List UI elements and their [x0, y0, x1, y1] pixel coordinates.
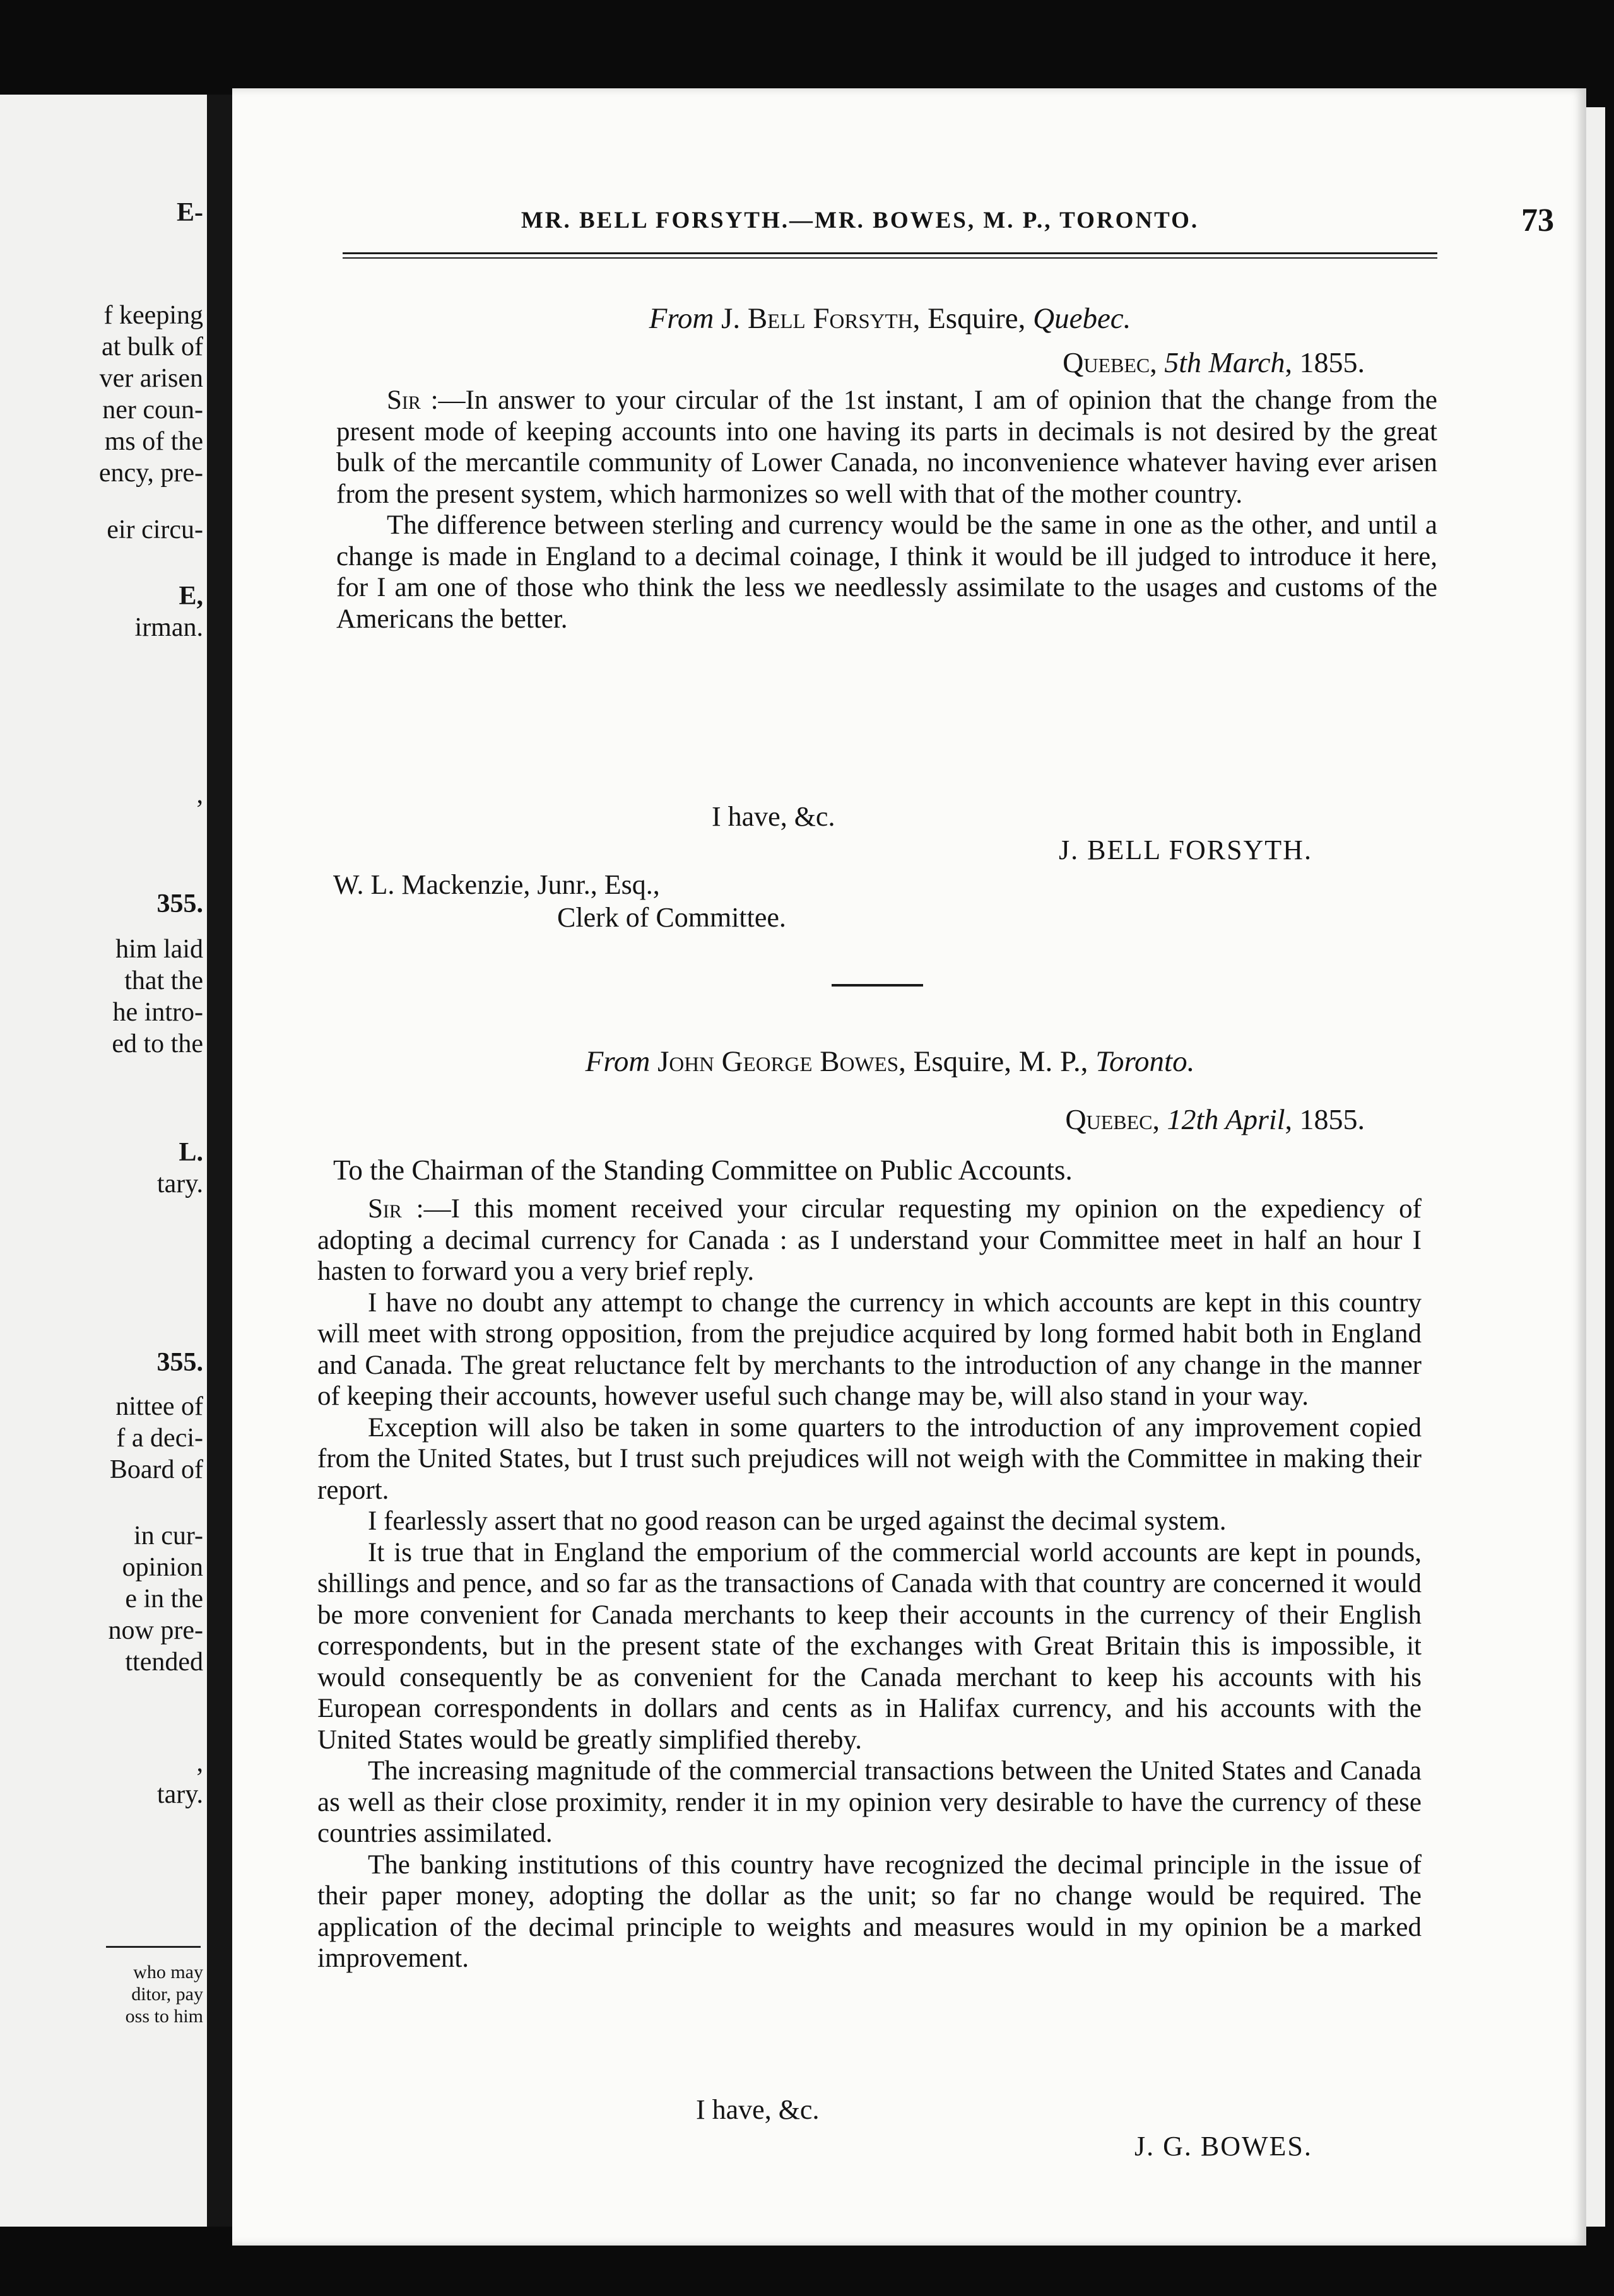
- facing-text: he intro-: [112, 998, 203, 1027]
- letter2-address: To the Chairman of the Standing Committee on Public Accounts.: [333, 1154, 1073, 1186]
- letter1-heading: From J. Bell Forsyth, Esquire, Quebec.: [649, 302, 1131, 335]
- facing-text: ttended: [125, 1648, 203, 1677]
- facing-footnote: oss to him: [125, 2006, 203, 2027]
- facing-text: at bulk of: [102, 332, 203, 361]
- facing-text: now pre-: [108, 1616, 203, 1645]
- facing-text: ms of the: [104, 427, 203, 456]
- running-head: [355, 202, 1554, 245]
- letter2-paragraph: Exception will also be taken in some quarters to the introduction of any improvement copied from the United States, but I trust such prejudices will not weigh with the Committee in making their report.: [317, 1412, 1422, 1505]
- letter1-addressee-title: Clerk of Committee.: [557, 902, 786, 933]
- letter2-paragraph: Sir :—I this moment received your circular requesting my opinion on the expediency of adopting a decimal currency for Canada : as I understand your Committee meet in half an hour I hasten to forward you a very brief reply.: [317, 1194, 1422, 1286]
- letter1-addressee: W. L. Mackenzie, Junr., Esq.,: [333, 869, 660, 900]
- letter2-paragraph: I have no doubt any attempt to change the currency in which accounts are kept in this country will meet with strong opposition, from the prejudice acquired by long formed habit both in England and Canada. The great reluctance felt by merchants to the introduction of any change in the manner of keeping their accounts, however useful such change may be, will also stand in your way.: [317, 1287, 1422, 1411]
- facing-text: ed to the: [112, 1029, 203, 1058]
- facing-text: opinion: [122, 1553, 203, 1582]
- facing-text: 355.: [156, 889, 203, 918]
- book-gutter: [207, 95, 232, 2227]
- facing-text: in cur-: [134, 1521, 203, 1550]
- letter1-sender: J. Bell Forsyth: [721, 302, 913, 335]
- letter2-paragraph: The increasing magnitude of the commercial transactions between the United States and Canada as well as their close proximity, render it in my opinion very desirable to have the currency of these countries assimilated.: [317, 1756, 1422, 1848]
- letter2-closing: I have, &c.: [696, 2094, 820, 2125]
- letter2-dateline: Quebec, 12th April, 1855.: [1065, 1103, 1365, 1135]
- facing-text: nittee of: [115, 1392, 203, 1421]
- facing-text: E,: [179, 582, 203, 611]
- facing-text: E-: [177, 198, 203, 227]
- facing-text: ,: [196, 780, 203, 809]
- facing-footnote: who may: [133, 1962, 203, 1983]
- letter2-paragraph: It is true that in England the emporium of the commercial world accounts are kept in pounds, shillings and pence, and so far as the transactions of Canada with that country are concerned it would be more convenient for Canada merchants to keep their accounts in the currency of their English correspondents, but in the present state of the exchanges with Great Britain this is impossible, it would consequently be as convenient for the Canada merchant to keep his accounts with his European correspondents in dollars and cents as in Halifax currency, and his accounts with the United States would be greatly simplified thereby.: [317, 1537, 1422, 1755]
- facing-text: that the: [124, 966, 203, 995]
- facing-text: 355.: [156, 1348, 203, 1377]
- letter1-paragraph: The difference between sterling and currency would be the same in one as the other, and until a change is made in England to a decimal coinage, I think it would be ill judged to introduce it here, for I am one of those who think the less we needlessly assimilate to the usages and customs of the Americans the better.: [336, 510, 1437, 634]
- facing-page: [0, 95, 207, 2227]
- letter2-heading: From John George Bowes, Esquire, M. P., Toronto.: [585, 1045, 1195, 1078]
- facing-text: Board of: [109, 1455, 203, 1484]
- letter1-body: [336, 385, 1437, 635]
- page-number: 73: [1521, 202, 1554, 238]
- letter2-signature: J. G. BOWES.: [1134, 2131, 1312, 2162]
- facing-text: eir circu-: [107, 515, 203, 544]
- facing-text: him laid: [115, 935, 203, 964]
- running-title: MR. BELL FORSYTH.—MR. BOWES, M. P., TORONTO.: [521, 208, 1199, 233]
- letter2-body: [317, 1193, 1422, 1974]
- letter1-signature: J. BELL FORSYTH.: [1059, 835, 1312, 865]
- facing-text: e in the: [125, 1584, 203, 1614]
- facing-footnote: ditor, pay: [131, 1984, 203, 2005]
- facing-text: L.: [179, 1138, 203, 1167]
- letter2-sender: John George Bowes: [657, 1045, 899, 1078]
- page-edge: [1586, 107, 1605, 2227]
- facing-text: f a deci-: [116, 1424, 203, 1453]
- facing-text: tary.: [156, 1169, 203, 1198]
- facing-text: f keeping: [103, 301, 203, 330]
- facing-text: ver arisen: [99, 364, 203, 393]
- facing-text: ,: [196, 1748, 203, 1778]
- letter1-dateline: Quebec, 5th March, 1855.: [1063, 346, 1365, 378]
- letter1-paragraph: Sir :—In answer to your circular of the 1st instant, I am of opinion that the change from the present mode of keeping accounts into one having its parts in decimals is not desired by the great bulk of the mercantile community of Lower Canada, no inconvenience whatever having ever arisen from the present system, which harmonizes so well with that of the mother country.: [336, 385, 1437, 509]
- letter2-paragraph: I fearlessly assert that no good reason can be urged against the decimal system.: [368, 1506, 1227, 1536]
- header-rule: [343, 252, 1437, 259]
- facing-rule: [106, 1946, 201, 1948]
- letter1-closing: I have, &c.: [712, 801, 835, 832]
- facing-text: tary.: [156, 1780, 203, 1809]
- facing-text: ency, pre-: [98, 459, 203, 488]
- facing-text: ner coun-: [102, 395, 203, 425]
- section-divider: [832, 984, 923, 987]
- letter2-paragraph: The banking institutions of this country have recognized the decimal principle in the issue of their paper money, adopting the dollar as the unit; so far no change would be required. The application of the decimal principle to weights and measures would in my opinion be a marked improvement.: [317, 1849, 1422, 1973]
- facing-text: irman.: [134, 613, 203, 642]
- book-page: [232, 88, 1586, 2246]
